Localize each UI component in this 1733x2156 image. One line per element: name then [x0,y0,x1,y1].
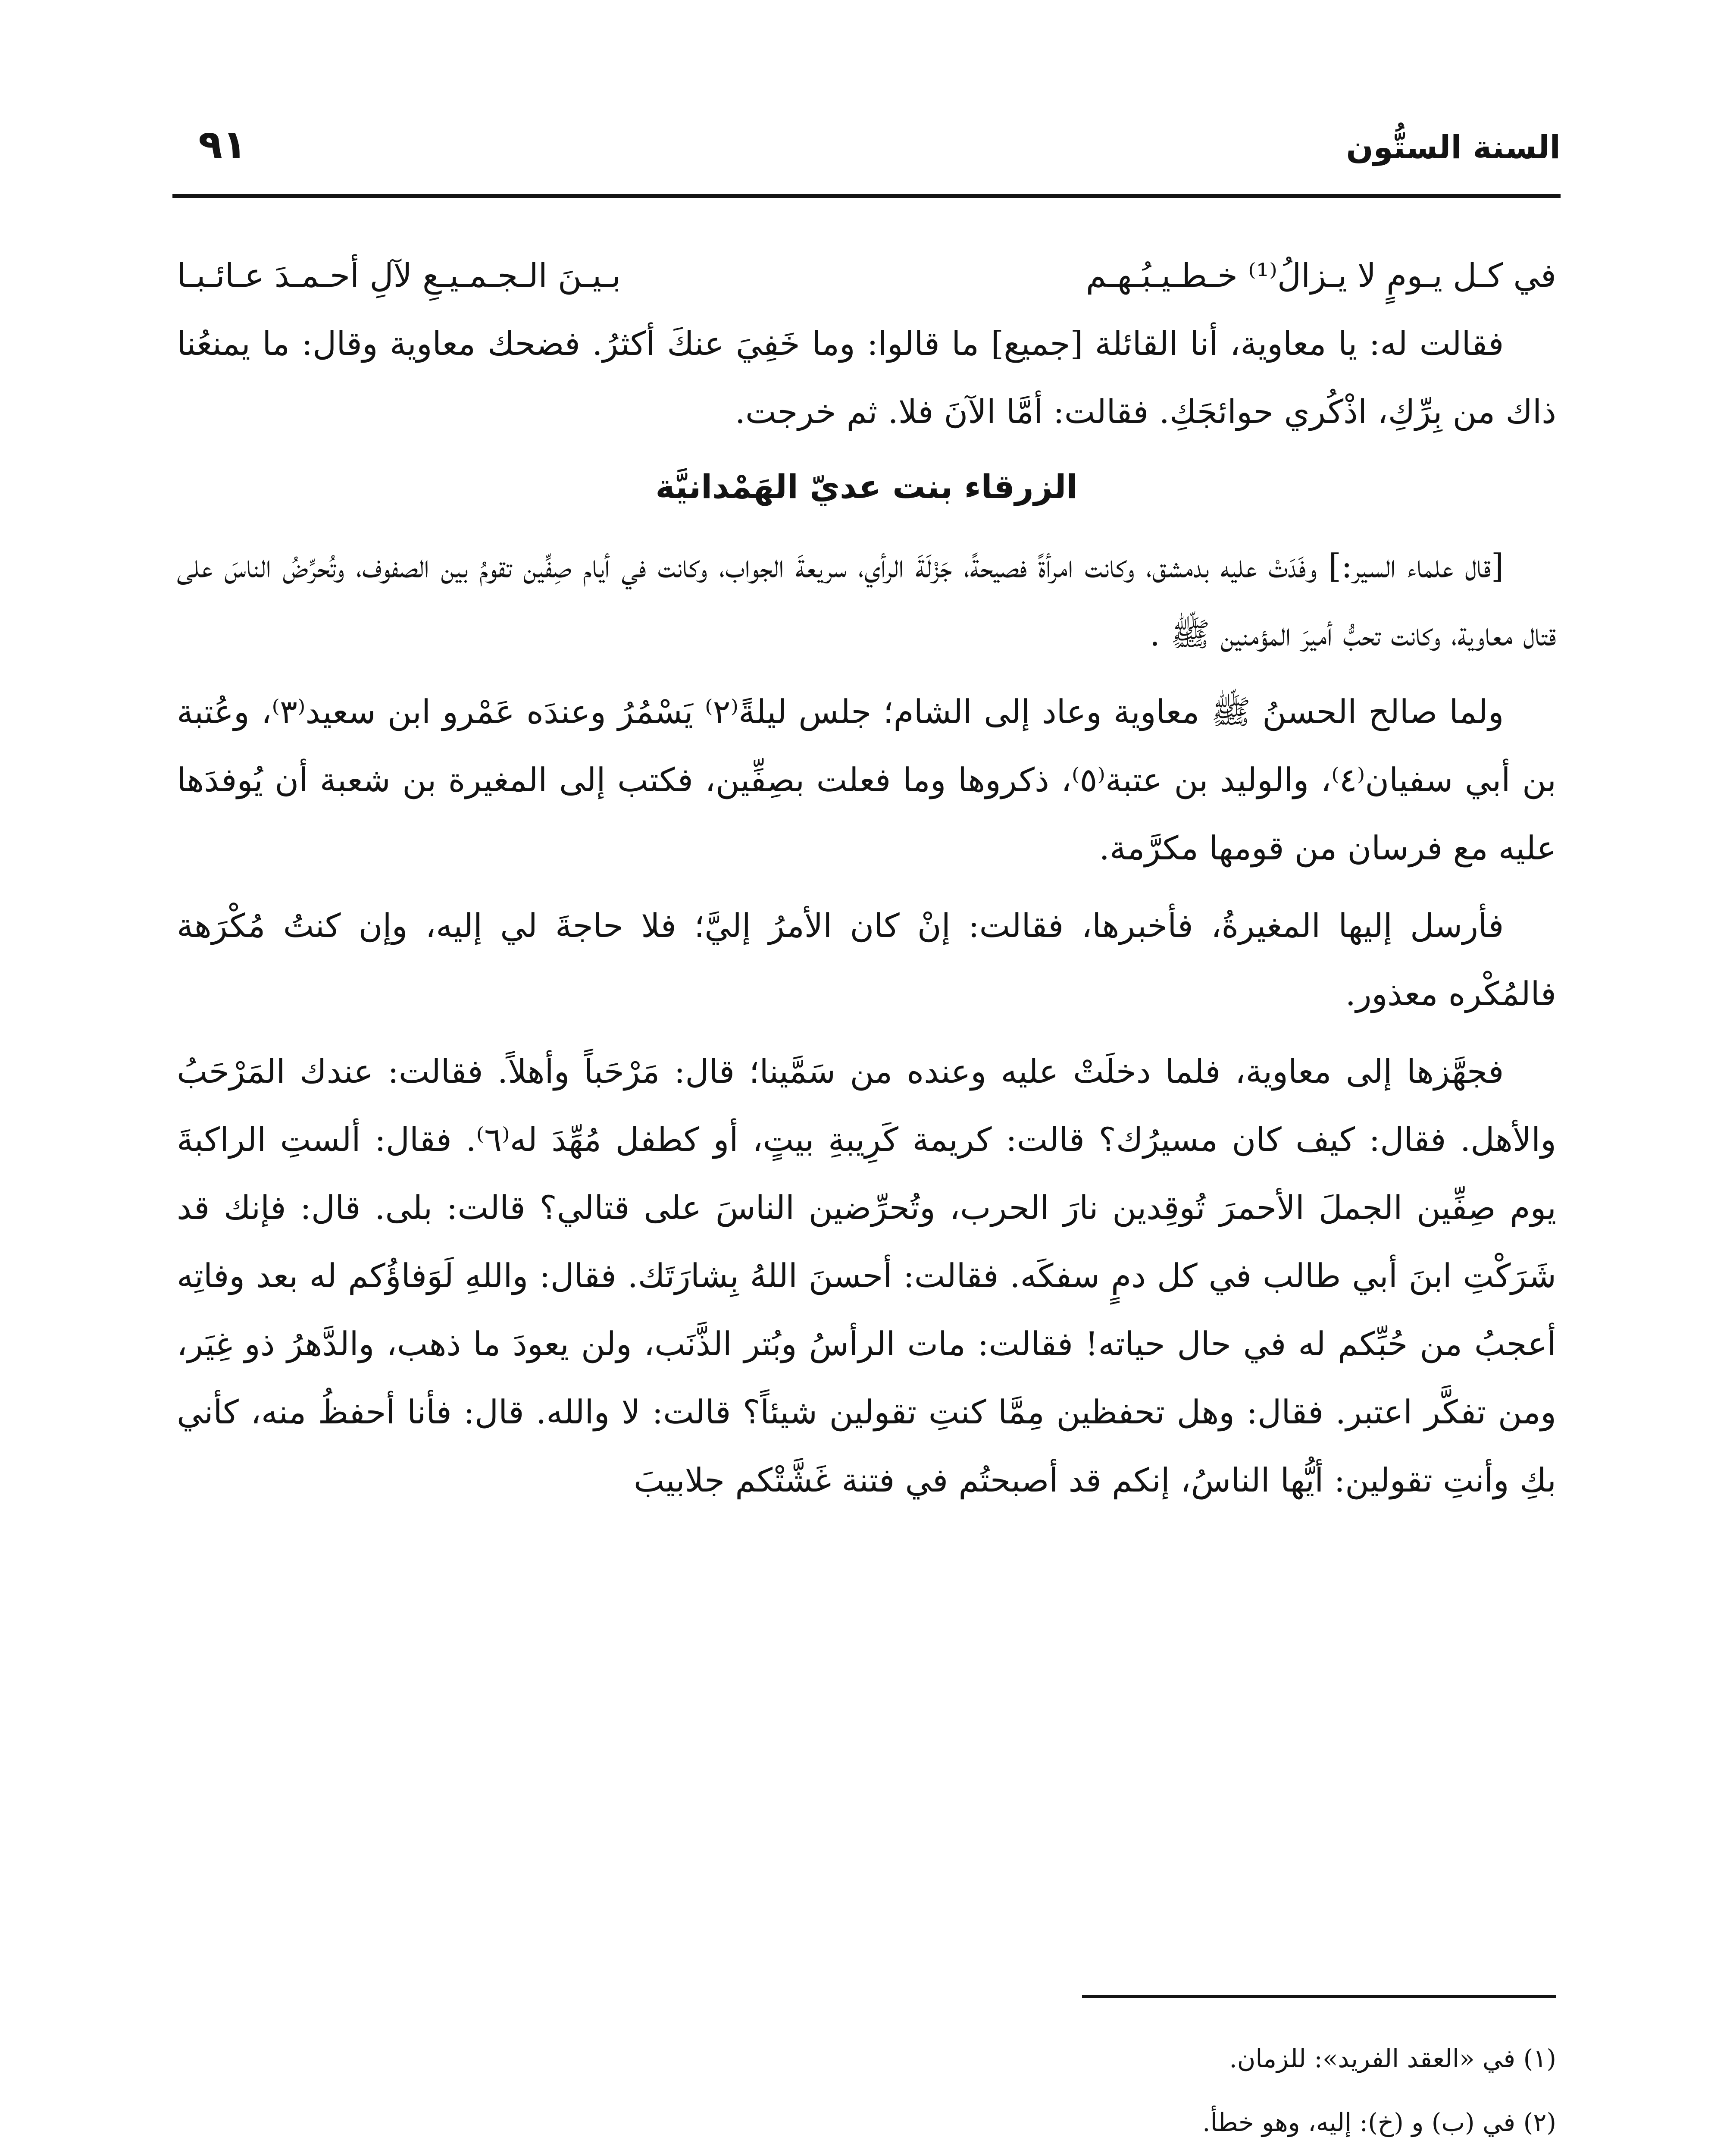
running-title: السنة الستُّون [1346,129,1561,166]
paragraph: ولما صالح الحسنُ ﷺ معاوية وعاد إلى الشام؛ جلس ليلةً⁽٢⁾ يَسْمُرُ وعندَه عَمْرو ابن سعيد⁽٣⁾، وعُتبة بن أبي سفيان⁽٤⁾، والوليد بن عتبة⁽٥⁾، ذكروها وما فعلت بصِفِّين، فكتب إلى المغيرة بن شعبة أن يُوفدَها عليه مع فرسان من قومها مكرَّمة. [177,693,1556,867]
paragraph: فأرسل إليها المغيرةُ، فأخبرها، فقالت: إنْ كان الأمرُ إليَّ؛ فلا حاجةَ لي إليه، وإن كنتُ مُكْرَهة فالمُكْره معذور. [177,906,1556,1013]
paragraph: [قال علماء السير:] وفَدَتْ عليه بدمشق، وكانت امرأةً فصيحةً، جَزْلَةَ الرأي، سريعةَ الجواب، وكانت في أيام صِفِّين تقومُ بين الصفوف، وتُحرِّضُ الناسَ على قتال معاوية، وكانت تحبُّ أميرَ المؤمنين ﷺ . [177,547,1556,653]
footnotes [177,2027,1556,2156]
poem-verse [177,241,1556,310]
paragraph: فقالت له: يا معاوية، أنا القائلة [جميع] ما قالوا: وما خَفِيَ عنكَ أكثرُ. فضحك معاوية وقال: ما يمنعُنا ذاك من بِرِّكِ، اذْكُري حوائجَكِ. فقالت: أمَّا الآنَ فلا. ثم خرجت. [177,324,1556,431]
paragraph: فجهَّزها إلى معاوية، فلما دخلَتْ عليه وعنده من سَمَّينا؛ قال: مَرْحَباً وأهلاً. فقالت: عندك المَرْحَبُ والأهل. فقال: كيف كان مسيرُك؟ قالت: كريمة كَرِيبةِ بيتٍ، أو كطفل مُهِّدَ له⁽٦⁾. فقال: ألستِ الراكبةَ يوم صِفِّين الجملَ الأحمرَ تُوقِدين نارَ الحرب، وتُحرِّضين الناسَ على قتالي؟ قالت: بلى. قال: فإنك قد شَرَكْتِ ابنَ أبي طالب في كل دمٍ سفكَه. فقالت: أحسنَ اللهُ بِشارَتَك. فقال: واللهِ لَوَفاؤُكم له بعد وفاتِه أعجبُ من حُبِّكم له في حال حياته! فقالت: مات الرأسُ وبُتر الذَّنَب، ولن يعودَ ما ذهب، والدَّهرُ ذو غِيَر، ومن تفكَّر اعتبر. فقال: وهل تحفظين مِمَّا كنتِ تقولين شيئاً؟ قالت: لا والله. قال: فأنا أحفظُ منه، كأني بكِ وأنتِ تقولين: أيُّها الناسُ، إنكم قد أصبحتُم في فتنة غَشَّتْكم جلابيبَ [177,1052,1557,1499]
footnote [177,2154,1556,2156]
footnote-separator [1082,1995,1556,1998]
header-rule [172,194,1561,198]
main-text [177,241,1556,1524]
page-number: ٩١ [198,122,247,168]
footnote: (١) في «العقد الفريد»: للزمان. [1229,2044,1556,2073]
section-title: الزرقاء بنت عديّ الهَمْدانيَّة [655,467,1078,506]
verse-second-hemistich: بـيـنَ الـجـمـيـعِ لآلِ أحـمـدَ عـائـبـا [177,256,621,295]
running-header [172,108,1561,194]
footnote: (٢) في (ب) و (خ): إليه، وهو خطأ. [1202,2108,1556,2137]
verse-first-hemistich: في كـل يـومٍ لا يـزالُ⁽¹⁾ خـطـيـبُـهـم [1085,256,1556,295]
